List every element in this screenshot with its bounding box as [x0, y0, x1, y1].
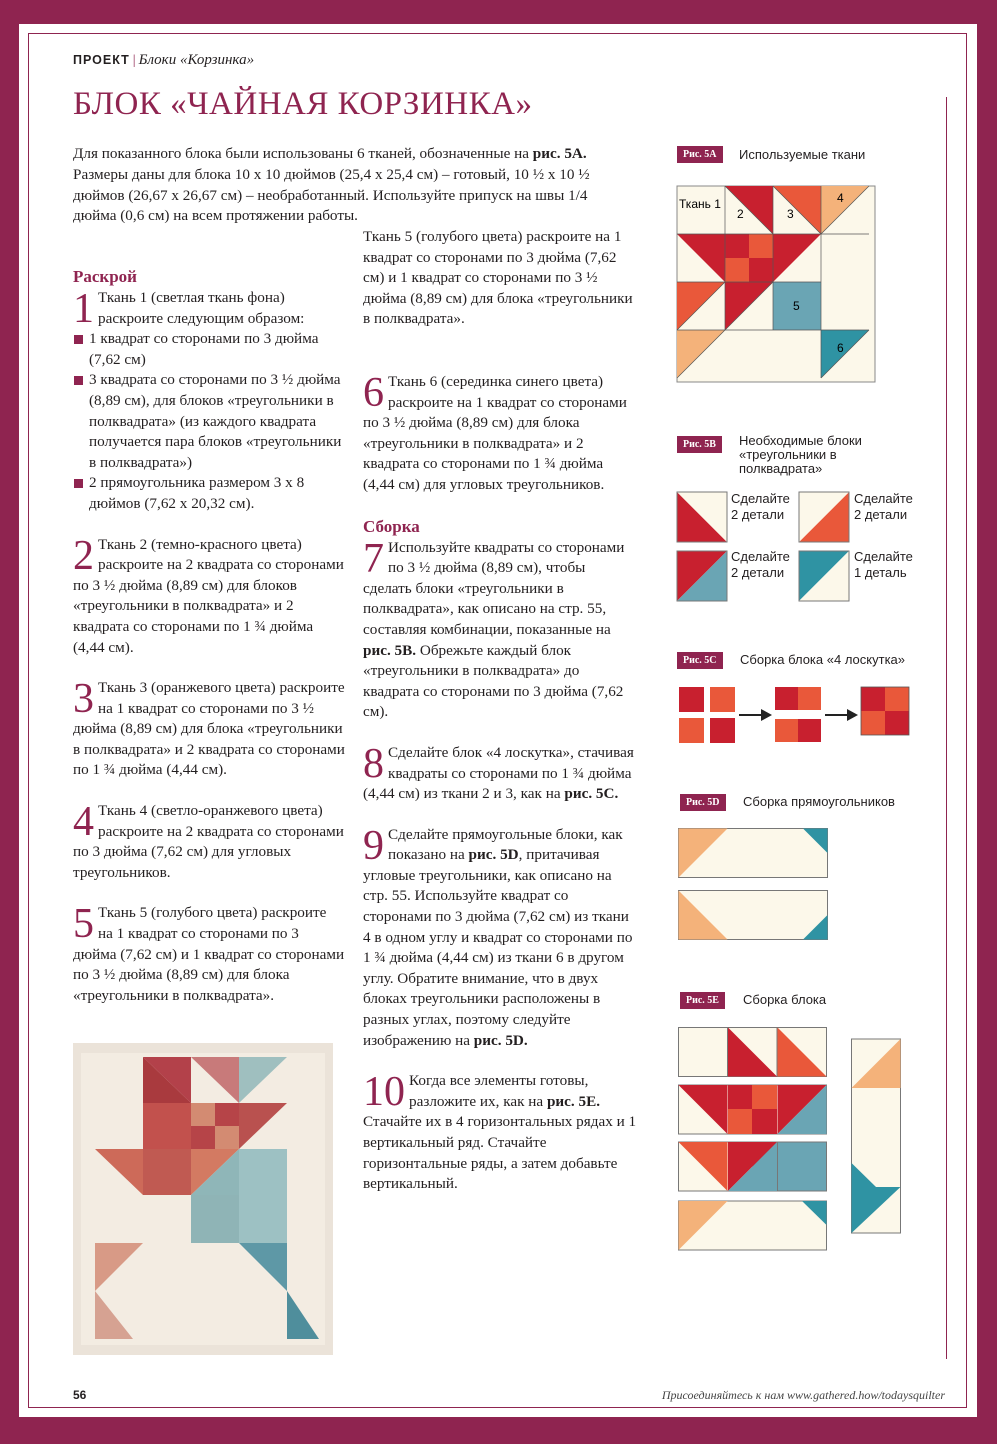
step-9 [363, 822, 637, 1052]
step-5 [73, 901, 345, 1004]
step-text: Ткань 2 (темно-красного цвета) раскроите на 2 квадрата со сторонами по 3 ½ дюйма (8,89 см) для блоков «треугольники в полквадрата» и 2 квадрата со сторонами по 1 ¾ дюйма (4,44 см). [73, 535, 344, 656]
page-title: БЛОК «ЧАЙНАЯ КОРЗИНКА» [73, 86, 533, 122]
fig-ref: рис. 5D [468, 846, 519, 864]
step-text: Ткань 4 (светло-оранжевого цвета) раскроите на 2 квадрата со сторонами по 3 дюйма (7,62 см) для угловых треугольников. [73, 802, 344, 881]
step-text: Сделайте блок «4 лоскутка», стачивая квадраты со сторонами по 1 ¾ дюйма (4,44 см) из ткани 2 и 3, как на [363, 743, 634, 803]
step-number: 2 [73, 532, 94, 579]
fig-5a-fabric1: Ткань 1 [679, 197, 721, 211]
fig-5a-caption: Используемые ткани [739, 147, 866, 162]
step-number: 4 [73, 799, 94, 846]
step-text: Ткань 5 (голубого цвета) раскроите на 1 квадрат со сторонами по 3 дюйма (7,62 см) и 1 квадрат со сторонами по 3 ½ дюйма (8,89 см) для блока «треугольники в полквадрата». [363, 228, 633, 328]
bullet-item: 1 квадрат со сторонами по 3 дюйма (7,62 см) [73, 329, 345, 370]
fig-5d-diagram [678, 828, 830, 942]
fig-5a-fabric5: 5 [793, 299, 800, 313]
hst-red-cream [677, 492, 727, 542]
step-7 [363, 535, 637, 723]
note-line: 2 детали [854, 507, 908, 522]
fig-5c-caption: Сборка блока «4 лоскутка» [740, 652, 906, 667]
step-number: 1 [73, 286, 94, 332]
bullet-item: 2 прямоугольника размером 3 x 8 дюймов (7,62 x 20,32 см). [73, 473, 345, 514]
section-heading-cutting: Раскрой [73, 267, 137, 286]
step-number: 7 [363, 535, 384, 582]
header-subtitle: Блоки «Корзинка» [138, 52, 255, 68]
step-text: Обрежьте каждый блок «треугольники в полквадрата» до квадрата со сторонами по 3 дюйма (7,62 см). [363, 641, 624, 721]
fig-5b-caption: Необходимые блоки «треугольники в полквадрата» [739, 433, 862, 476]
fig-5a-fabric4: 4 [837, 191, 844, 205]
fig-ref: рис. 5С. [564, 785, 619, 803]
column-1 [73, 266, 345, 1004]
step-number: 9 [363, 822, 384, 869]
running-header [73, 52, 254, 69]
step-number: 8 [363, 740, 384, 787]
header-project: ПРОЕКТ [73, 53, 130, 67]
step-text: Ткань 1 (светлая ткань фона) раскроите следующим образом: [98, 289, 305, 327]
fig-5a-fabric2: 2 [737, 207, 744, 221]
fig-ref: рис. 5Е. [546, 1092, 601, 1110]
step-number: 5 [73, 901, 94, 948]
fig-5e-caption: Сборка блока [743, 992, 827, 1007]
step-number: 3 [73, 676, 94, 723]
step-3 [73, 678, 345, 781]
fig-ref: рис. 5В. [363, 641, 417, 659]
vertical-rule [946, 97, 947, 1359]
hst-teal-cream [799, 551, 849, 601]
step-10 [363, 1071, 637, 1195]
step-4 [73, 801, 345, 883]
fig-5d-caption: Сборка прямоугольников [743, 794, 895, 809]
note-line: Сделайте [731, 549, 790, 564]
fig-5c-diagram [679, 687, 911, 745]
fig-5a-fabric3: 3 [787, 207, 794, 221]
intro-text-2: Размеры даны для блока 10 x 10 дюймов (25,4 x 25,4 см) – готовый, 10 ½ x 10 ½ дюймов (26,67 x 26,67 см) – необработанный. Используйте припуск на швы 1/4 дюйма (0,6 см) на всем протяжении работы. [73, 165, 590, 225]
fig-5e-diagram [678, 1027, 906, 1251]
fig-5a-label: Рис. 5А [677, 146, 723, 163]
intro-fig-ref: рис. 5А. [532, 145, 587, 162]
step-text: , притачивая угловые треугольники, как описано на стр. 55. Используйте квадрат со сторонами по 3 дюйма (7,62 см) из ткани 4 в одном углу и квадрат со сторонами по 1 ¾ дюйма (4,44 см) из ткани 6 в другом углу. Обратите внимание, что в двух блоках треугольники расположены в разных углах, поэтому следуйте изображению на [363, 846, 633, 1049]
arrow-icon [847, 709, 858, 721]
note-line: Сделайте [854, 491, 913, 506]
section-heading-assembly: Сборка [363, 516, 420, 536]
note-line: 2 детали [731, 565, 785, 580]
step-number: 6 [363, 370, 384, 416]
step-text: Ткань 5 (голубого цвета) раскроите на 1 квадрат со сторонами по 3 дюйма (7,62 см) и 1 квадрат со сторонами по 3 ½ дюйма (8,89 см) для блока «треугольники в полквадрата». [73, 904, 345, 1004]
fig-5b-note-1 [731, 491, 790, 523]
step-6 [363, 372, 637, 496]
step-5-continued [363, 228, 637, 352]
intro-paragraph [73, 144, 633, 227]
fig-5b-note-4 [854, 549, 913, 581]
hst-orange-cream [799, 492, 849, 542]
footer-link-text: Присоединяйтесь к нам www.gathered.how/todaysquilter [661, 1388, 945, 1402]
step-text: Когда все элементы готовы, разложите их, как на [409, 1072, 589, 1110]
note-line: Сделайте [854, 549, 913, 564]
column-2 [363, 228, 637, 1215]
fig-5b-note-3 [731, 549, 790, 581]
step-text: Стачайте их в 4 горизонтальных рядах и 1 вертикальный ряд. Стачайте горизонтальные ряды, а затем добавьте вертикальный. [363, 1113, 637, 1193]
fig-ref: рис. 5D. [473, 1031, 528, 1049]
intro-text-1: Для показанного блока были использованы 6 тканей, обозначенные на [73, 145, 533, 162]
fig-5a-fabric6: 6 [837, 341, 844, 355]
step-text: Ткань 6 (серединка синего цвета) раскроите на 1 квадрат со сторонами по 3 ½ дюйма (8,89 см) для блока «треугольники в полквадрата» и 2 квадрата со сторонами по 1 ¾ дюйма (4,44 см) для угловых треугольников. [363, 373, 627, 493]
step-text: Ткань 3 (оранжевого цвета) раскроите на 1 квадрат со сторонами по 3 ½ дюйма (8,89 см) для блока «треугольники в полквадрата» и 2 квадрата со сторонами по 1 ¾ дюйма (4,44 см). [73, 679, 345, 779]
fig-5c-label: Рис. 5С [677, 652, 723, 669]
note-line: 2 детали [731, 507, 785, 522]
bullet-item: 3 квадрата со сторонами по 3 ½ дюйма (8,89 см), для блоков «треугольники в полквадрата» (из каждого квадрата получается пара блоков «треугольники в полквадрата») [73, 370, 345, 473]
note-line: Сделайте [731, 491, 790, 506]
quilt-block-photo [73, 1043, 333, 1355]
step-text: Используйте квадраты со сторонами по 3 ½ дюйма (8,89 см), чтобы сделать блоки «треугольники в полквадрата», как описано на стр. 55, составляя комбинации, показанные на [363, 538, 625, 638]
arrow-icon [761, 709, 772, 721]
header-separator: | [132, 53, 136, 68]
fig-5b-label: Рис. 5В [677, 436, 722, 453]
step-1 [73, 288, 345, 515]
step-number: 10 [363, 1069, 405, 1116]
fig-5a-diagram [677, 186, 875, 382]
step-2 [73, 532, 345, 659]
fig-5d-label: Рис. 5D [680, 794, 726, 811]
hst-red-blue [677, 551, 727, 601]
step-8 [363, 740, 637, 805]
fig-5e-label: Рис. 5Е [680, 992, 725, 1009]
page-number: 56 [73, 1388, 87, 1402]
note-line: 1 деталь [854, 565, 907, 580]
fig-5b-note-2 [854, 491, 913, 523]
step-text: Сделайте прямоугольные блоки, как показано на [388, 825, 623, 864]
